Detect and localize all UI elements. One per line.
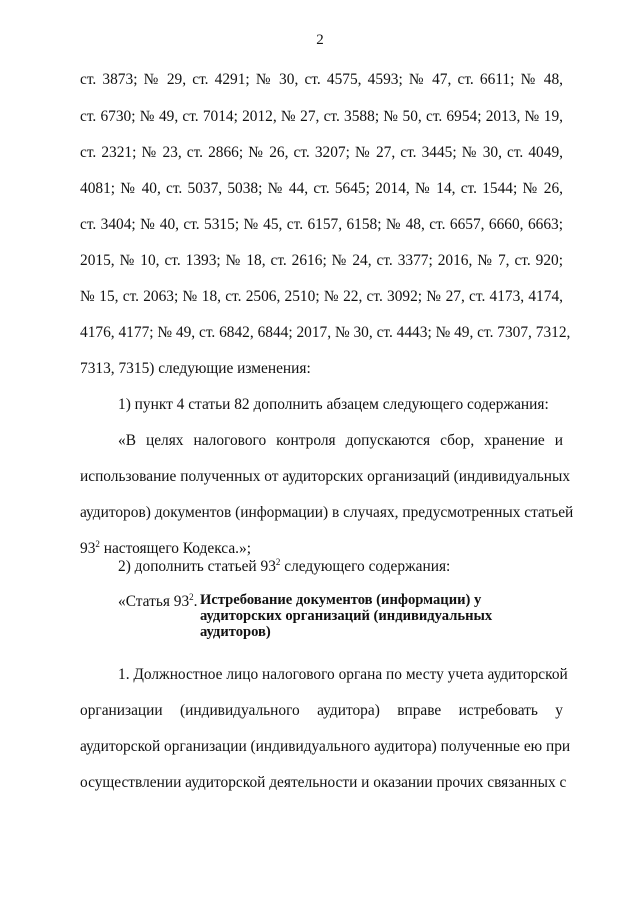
citation-line-4: 4081; № 40, ст. 5037, 5038; № 44, ст. 5645; 2014, № 14, ст. 1544; № 26, <box>80 180 563 197</box>
item-2-rest: следующего содержания: <box>280 558 451 575</box>
quote-article-number: 93 <box>80 540 96 557</box>
item-2-superscript: 2 <box>275 556 281 567</box>
article-label-end: . <box>193 593 198 610</box>
quote-line-4 <box>80 540 563 558</box>
article-heading-title: Истребование документов (информации) у аудиторских организаций (индивидуальных аудиторов) <box>200 592 493 640</box>
citation-line-5: ст. 3404; № 40, ст. 5315; № 45, ст. 6157, 6158; № 48, ст. 6657, 6660, 6663; <box>80 216 563 233</box>
quote-article-superscript: 2 <box>95 538 100 549</box>
quote-line-3: аудиторов) документов (информации) в случаях, предусмотренных статьей <box>80 504 574 521</box>
item-2-text: 2) дополнить статьей 93 <box>118 558 276 575</box>
article-heading-prefix <box>118 593 198 611</box>
page-number: 2 <box>316 32 324 48</box>
article-label: «Статья 93 <box>118 593 190 610</box>
quote-line-2: использование полученных от аудиторских организаций (индивидуальных <box>80 468 571 485</box>
quote-line-4-rest: настоящего Кодекса.»; <box>99 540 251 557</box>
paragraph-1-line-1: 1. Должностное лицо налогового органа по месту учета аудиторской <box>118 666 568 683</box>
citation-line-2: ст. 6730; № 49, ст. 7014; 2012, № 27, ст. 3588; № 50, ст. 6954; 2013, № 19, <box>80 108 563 125</box>
citation-line-7: № 15, ст. 2063; № 18, ст. 2506, 2510; № 22, ст. 3092; № 27, ст. 4173, 4174, <box>80 288 563 305</box>
item-2 <box>118 558 563 576</box>
item-1: 1) пункт 4 статьи 82 дополнить абзацем следующего содержания: <box>118 396 549 413</box>
citation-line-6: 2015, № 10, ст. 1393; № 18, ст. 2616; № 24, ст. 3377; 2016, № 7, ст. 920; <box>80 252 563 269</box>
paragraph-1-line-2: организации (индивидуального аудитора) вправе истребовать у <box>80 702 563 719</box>
paragraph-1-line-4: осуществлении аудиторской деятельности и оказании прочих связанных с <box>80 774 567 791</box>
citation-line-3: ст. 2321; № 23, ст. 2866; № 26, ст. 3207; № 27, ст. 3445; № 30, ст. 4049, <box>80 144 563 161</box>
paragraph-1-line-3: аудиторской организации (индивидуального аудитора) полученные ею при <box>80 738 571 755</box>
quote-line-1: «В целях налогового контроля допускаются сбор, хранение и <box>118 432 563 449</box>
article-superscript: 2 <box>189 591 194 602</box>
citation-line-1: ст. 3873; № 29, ст. 4291; № 30, ст. 4575, 4593; № 47, ст. 6611; № 48, <box>80 71 563 88</box>
citation-line-8: 4176, 4177; № 49, ст. 6842, 6844; 2017, № 30, ст. 4443; № 49, ст. 7307, 7312, <box>80 324 571 341</box>
citation-line-9: 7313, 7315) следующие изменения: <box>80 360 311 377</box>
